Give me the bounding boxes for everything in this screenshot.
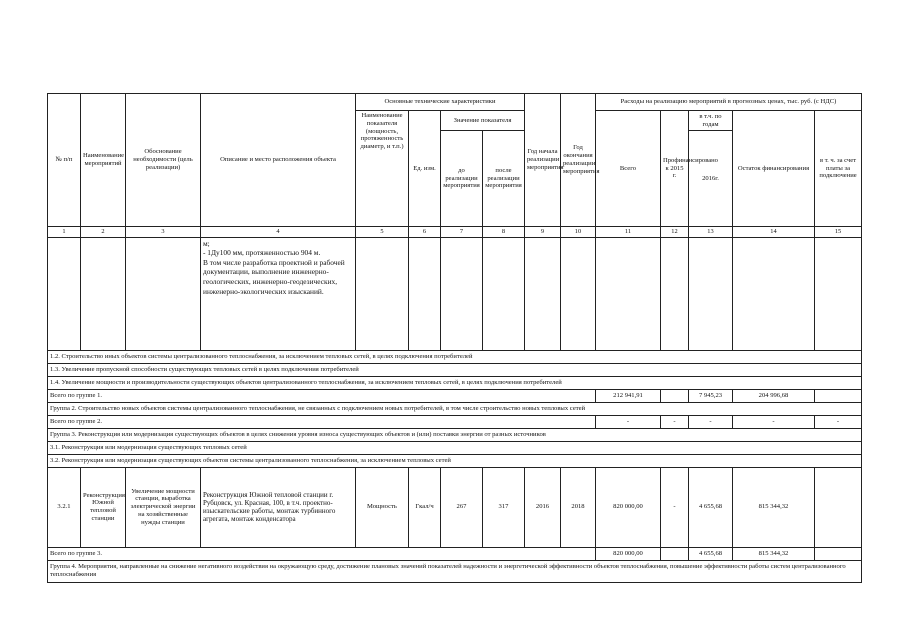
- column-number: 13: [689, 227, 733, 238]
- section-1-3: 1.3. Увеличение пропускной способности существующих тепловых сетей в целях подключения потребителей: [48, 363, 862, 376]
- column-number: 14: [733, 227, 815, 238]
- header-name: Наименование мероприятий: [81, 94, 126, 227]
- column-number: 3: [126, 227, 201, 238]
- header-tech-name: Наименование показателя (мощность, протяженность диаметр, и т.п.): [356, 111, 409, 227]
- row-indicator: Мощность: [356, 467, 409, 547]
- group-2-total-row: [48, 415, 862, 428]
- header-no: № п/п: [48, 94, 81, 227]
- row-name: Реконструкция Южной тепловой станции: [81, 467, 126, 547]
- row-after: 317: [483, 467, 525, 547]
- group-2-total: -: [596, 415, 661, 428]
- header-expenses-group: Расходы на реализацию мероприятий в прогнозных ценах, тыс. руб. (с НДС): [596, 94, 862, 111]
- group-2-financed: -: [661, 415, 689, 428]
- group-3-heading: Группа 3. Реконструкция или модернизация существующих объектов в целях снижения уровня износа существующих объектов и (или) поставки энергии от разных источников: [48, 428, 862, 441]
- group-3-total: 820 000,00: [596, 547, 661, 560]
- column-number: 9: [525, 227, 561, 238]
- row-financed: -: [661, 467, 689, 547]
- header-justification: Обоснование необходимости (цель реализации): [126, 94, 201, 227]
- row-description: Реконструкция Южной тепловой станции г. Рубцовск, ул. Красная, 100, в т.ч. проектно-изыскательские работы, монтаж турбинного агрегата, монтаж конденсатора: [201, 467, 356, 547]
- header-tech-unit: Ед. изм.: [409, 111, 441, 227]
- group-3-remaining: 815 344,32: [733, 547, 815, 560]
- row-year-start: 2016: [525, 467, 561, 547]
- row-before: 267: [441, 467, 483, 547]
- group-1-total-row: [48, 389, 862, 402]
- group-2-total-label: Всего по группе 2.: [48, 415, 596, 428]
- header-by-years: в т.ч. по годам: [689, 111, 733, 131]
- row-year-end: 2018: [561, 467, 596, 547]
- row-3-2-1: [48, 467, 862, 547]
- section-3-2: 3.2. Реконструкция или модернизация существующих объектов системы централизованного теплоснабжения, за исключением тепловых сетей: [48, 454, 862, 467]
- continuation-description: м; - 1Ду100 мм, протяженностью 904 м. В том числе разработка проектной и рабочей документации, выполнение инженерно-геологических, инженерно-геодезических, инженерно-экологических изысканий.: [201, 237, 356, 350]
- column-number: 10: [561, 227, 596, 238]
- column-number: 11: [596, 227, 661, 238]
- group-2-2016: -: [689, 415, 733, 428]
- header-connection-fee: в т. ч. за счет платы за подключение: [815, 111, 862, 227]
- column-number: 12: [661, 227, 689, 238]
- column-number: 8: [483, 227, 525, 238]
- section-1-2: 1.2. Строительство иных объектов системы централизованного теплоснабжения, за исключением тепловых сетей, в целях подключения потребителей: [48, 350, 862, 363]
- header-value-group: Значение показателя: [441, 111, 525, 131]
- section-1-4: 1.4. Увеличение мощности и производительности существующих объектов централизованного теплоснабжения, за исключением тепловых сетей, в целях подключения потребителей: [48, 376, 862, 389]
- row-2016: 4 655,68: [689, 467, 733, 547]
- column-number: 2: [81, 227, 126, 238]
- header-value-before: до реализации мероприятия: [441, 131, 483, 227]
- group-3-2016: 4 655,68: [689, 547, 733, 560]
- group-3-total-row: [48, 547, 862, 560]
- header-year-2016: 2016г.: [689, 131, 733, 227]
- group-1-2016: 7 945,23: [689, 389, 733, 402]
- group-2-heading: Группа 2. Строительство новых объектов системы централизованного теплоснабжения, не связанных с подключением новых потребителей, в том числе строительство новых тепловых сетей: [48, 402, 862, 415]
- row-total: 820 000,00: [596, 467, 661, 547]
- group-4-heading: Группа 4. Мероприятия, направленные на снижение негативного воздействия на окружающую среду, достижение плановых значений показателей надежности и энергетической эффективности объектов теплоснабжения, повышение эффективности работы систем централизованного теплоснабжения: [48, 560, 862, 582]
- row-remaining: 815 344,32: [733, 467, 815, 547]
- header-year-start: Год начала реализации мероприятия: [525, 94, 561, 227]
- column-number: 6: [409, 227, 441, 238]
- header-financed-2015: Профинансировано к 2015 г.: [661, 111, 689, 227]
- group-3-total-label: Всего по группе 3.: [48, 547, 596, 560]
- column-number: 7: [441, 227, 483, 238]
- group-1-total: 212 941,91: [596, 389, 661, 402]
- header-tech-group: Основные технические характеристики: [356, 94, 525, 111]
- header-year-end: Год окончания реализации мероприятия: [561, 94, 596, 227]
- header-remaining: Остаток финансирования: [733, 111, 815, 227]
- section-3-1: 3.1. Реконструкция или модернизация существующих тепловых сетей: [48, 441, 862, 454]
- header-description: Описание и место расположения объекта: [201, 94, 356, 227]
- column-numbers-row: [48, 227, 862, 238]
- group-1-total-label: Всего по группе 1.: [48, 389, 596, 402]
- column-number: 4: [201, 227, 356, 238]
- row-unit: Гкал/ч: [409, 467, 441, 547]
- investment-program-table: [47, 93, 862, 583]
- column-number: 1: [48, 227, 81, 238]
- group-2-remaining: -: [733, 415, 815, 428]
- row-justification: Увеличение мощности станции, выработка электрической энергии на хозяйственные нужды станции: [126, 467, 201, 547]
- header-total: Всего: [596, 111, 661, 227]
- group-1-remaining: 204 996,68: [733, 389, 815, 402]
- header-value-after: после реализации мероприятия: [483, 131, 525, 227]
- continuation-row: [48, 237, 862, 350]
- column-number: 5: [356, 227, 409, 238]
- column-number: 15: [815, 227, 862, 238]
- group-2-connection: -: [815, 415, 862, 428]
- row-no: 3.2.1: [48, 467, 81, 547]
